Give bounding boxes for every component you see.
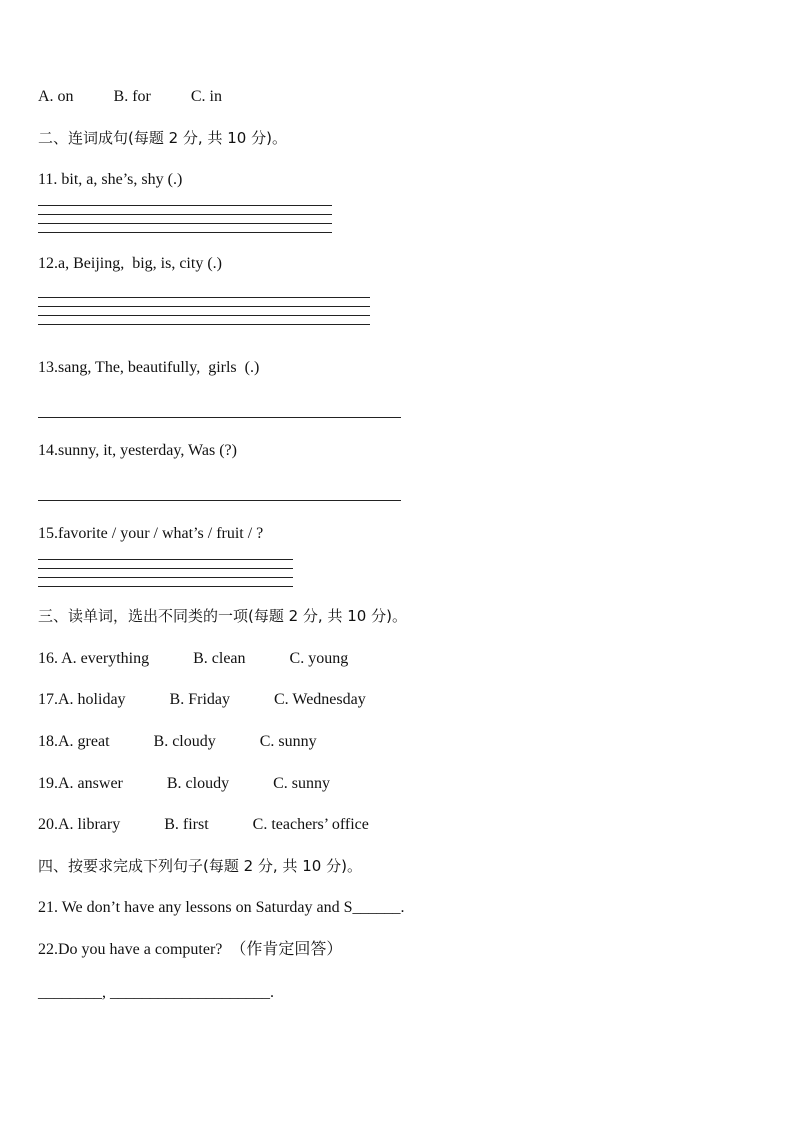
question-11: 11. bit, a, she’s, shy (.) xyxy=(38,171,183,188)
q22-answer-blanks: ________, ____________________. xyxy=(38,984,274,1001)
question-13: 13.sang, The, beautifully, girls (.) xyxy=(38,359,260,376)
question-20: 20.A. library B. first C. teachers’ office xyxy=(38,816,369,833)
question-12: 12.a, Beijing, big, is, city (.) xyxy=(38,255,222,272)
q11-writing-lines xyxy=(38,205,332,233)
section-3-heading: 三、读单词，选出不同类的一项(每题 2 分, 共 10 分)。 xyxy=(38,607,407,625)
question-21: 21. We don’t have any lessons on Saturday and S______. xyxy=(38,899,405,916)
q15-writing-lines xyxy=(38,559,293,587)
q10-options: A. on B. for C. in xyxy=(38,88,222,105)
question-18: 18.A. great B. cloudy C. sunny xyxy=(38,733,317,750)
q12-writing-lines xyxy=(38,297,370,325)
section-2-heading: 二、连词成句(每题 2 分, 共 10 分)。 xyxy=(38,129,287,147)
question-17: 17.A. holiday B. Friday C. Wednesday xyxy=(38,691,366,708)
question-16: 16. A. everything B. clean C. young xyxy=(38,650,349,667)
question-19: 19.A. answer B. cloudy C. sunny xyxy=(38,775,330,792)
question-14: 14.sunny, it, yesterday, Was (?) xyxy=(38,442,237,459)
section-4-heading: 四、按要求完成下列句子(每题 2 分, 共 10 分)。 xyxy=(38,857,362,875)
q14-answer-line xyxy=(38,500,401,501)
question-22: 22.Do you have a computer? （作肯定回答） xyxy=(38,941,343,958)
question-15: 15.favorite / your / what’s / fruit / ? xyxy=(38,525,264,542)
q13-answer-line xyxy=(38,417,401,418)
